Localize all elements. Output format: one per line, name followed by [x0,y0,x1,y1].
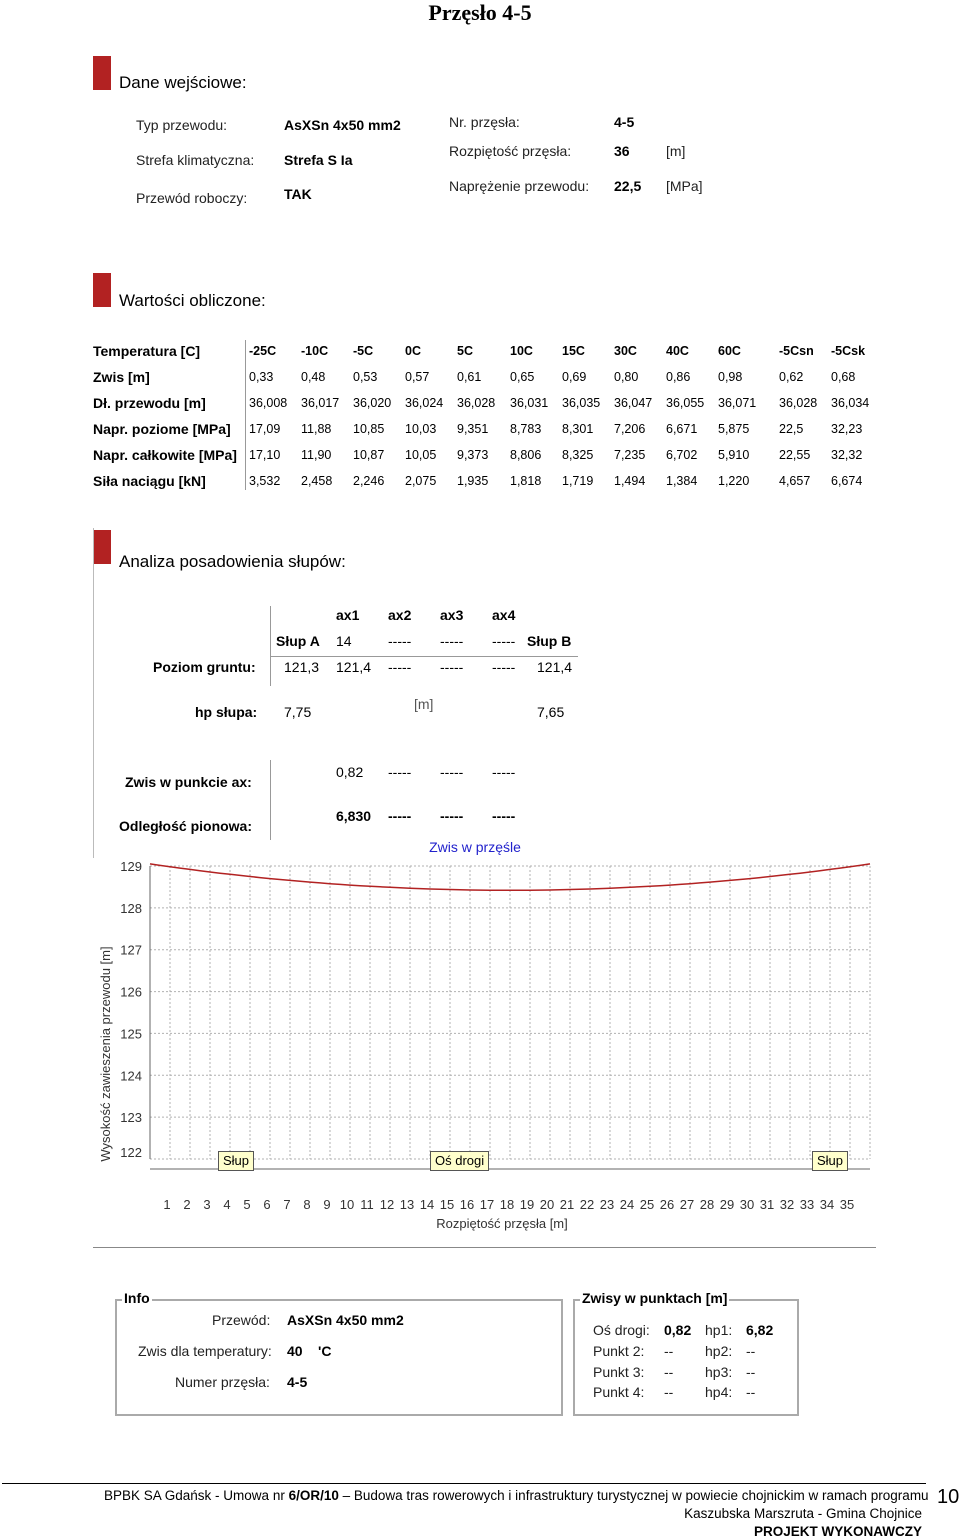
chart-y-axis-label: Wysokość zawieszenia przewodu [m] [98,946,113,1162]
page-number: 10 [937,1486,960,1508]
computed-cell: 0,69 [562,370,587,384]
unit-m-label: [m] [414,696,434,712]
sag-point-value: -- [664,1343,674,1359]
y-tick-label: 126 [120,984,142,1000]
computed-cell: 9,373 [457,448,489,462]
temperature-header: -5Csn [779,344,814,358]
chart-title: Zwis w przęśle [429,839,521,855]
x-tick-label: 28 [699,1197,715,1212]
computed-cell: 0,33 [249,370,274,384]
x-tick-label: 16 [459,1197,475,1212]
span-no-value: 4-5 [614,114,635,130]
computed-cell: 36,028 [779,396,818,410]
computed-cell: 22,5 [779,422,804,436]
x-tick-label: 29 [719,1197,735,1212]
span-length-value: 36 [614,143,630,159]
computed-cell: 36,055 [666,396,705,410]
computed-cell: 22,55 [779,448,811,462]
analysis-table-vline-1 [270,606,271,686]
sag-value: ----- [388,764,412,780]
temperature-header: -25C [249,344,277,358]
sag-label: Zwis w punkcie ax: [125,774,252,790]
computed-cell: 0,62 [779,370,804,384]
computed-cell: 2,458 [301,474,333,488]
computed-section-title: Wartości obliczone: [119,291,266,310]
x-tick-label: 25 [639,1197,655,1212]
footer-line-3: PROJEKT WYKONAWCZY [753,1524,922,1539]
hp-point-value: -- [746,1364,756,1380]
x-tick-label: 21 [559,1197,575,1212]
x-tick-label: 20 [539,1197,555,1212]
hp-label: hp słupa: [195,704,258,720]
y-tick-label: 127 [120,942,142,958]
tension-label: Naprężenie przewodu: [449,178,590,194]
computed-cell: 8,783 [510,422,542,436]
climate-zone-label: Strefa klimatyczna: [136,152,255,168]
y-tick-label: 129 [120,859,142,874]
working-conductor-label: Przewód roboczy: [136,190,248,206]
x-tick-label: 10 [339,1197,355,1212]
info-span-value: 4-5 [287,1374,308,1390]
x-tick-label: 8 [303,1197,311,1212]
x-tick-label: 33 [799,1197,815,1212]
computed-cell: 32,32 [831,448,863,462]
temperature-header: -5C [353,344,374,358]
hp-b-value: 7,65 [537,704,565,720]
column-row-cell: Słup A [276,633,320,649]
column-row-cell: ----- [388,633,412,649]
tension-value: 22,5 [614,178,642,194]
ground-level-value: 121,4 [336,659,372,675]
computed-cell: 2,075 [405,474,437,488]
info-span-label: Numer przęsła: [175,1374,270,1390]
computed-cell: 36,020 [353,396,392,410]
chart-marker-tag: Oś drogi [430,1151,489,1171]
footer-line-1a: BPBK SA Gdańsk - Umowa nr [104,1488,289,1503]
computed-cell: 8,325 [562,448,594,462]
footer-contract-no: 6/OR/10 [288,1488,339,1503]
computed-cell: 8,301 [562,422,594,436]
x-tick-label: 17 [479,1197,495,1212]
hp-point-value: -- [746,1343,756,1359]
footer-line-2: Kaszubska Marszruta - Gmina Chojnice [684,1506,922,1521]
info-temp-label: Zwis dla temperatury: [138,1343,272,1359]
computed-cell: 3,532 [249,474,281,488]
chart-marker-tag: Słup [218,1151,254,1171]
x-tick-label: 31 [759,1197,775,1212]
span-no-label: Nr. przęsła: [449,114,520,130]
x-tick-label: 27 [679,1197,695,1212]
x-tick-label: 32 [779,1197,795,1212]
x-tick-label: 19 [519,1197,535,1212]
ax-header: ax2 [388,607,412,623]
section-marker-analysis [93,530,111,564]
tension-unit: [MPa] [666,178,703,194]
input-section-title: Dane wejściowe: [119,73,247,92]
computed-cell: 36,034 [831,396,870,410]
x-tick-label: 23 [599,1197,615,1212]
x-tick-label: 18 [499,1197,515,1212]
hp-point-label: hp1: [705,1322,733,1338]
conductor-type-value: AsXSn 4x50 mm2 [284,117,401,133]
computed-cell: 36,024 [405,396,444,410]
ax-header: ax4 [492,607,516,623]
computed-cell: 1,935 [457,474,489,488]
x-tick-label: 6 [263,1197,271,1212]
temperature-header: 0C [405,344,421,358]
hp-point-value: -- [746,1384,756,1400]
sag-value: 0,82 [336,764,364,780]
ax-header: ax1 [336,607,360,623]
x-tick-label: 11 [360,1197,374,1212]
x-tick-label: 35 [839,1197,855,1212]
computed-cell: 36,047 [614,396,653,410]
x-tick-label: 24 [619,1197,635,1212]
sags-box-title: Zwisy w punktach [m] [582,1290,728,1306]
computed-cell: 10,03 [405,422,437,436]
x-tick-label: 26 [659,1197,675,1212]
computed-cell: 9,351 [457,422,489,436]
computed-row-label: Napr. całkowite [MPa] [93,447,237,463]
footer-line-1c: – Budowa tras rowerowych i infrastruktury turystycznej w powiecie chojnickim w ramach programu [338,1488,929,1503]
computed-cell: 7,206 [614,422,646,436]
computed-cell: 17,10 [249,448,281,462]
computed-cell: 0,98 [718,370,743,384]
computed-table-divider [245,340,246,490]
ground-level-value: 121,4 [537,659,573,675]
section-marker-computed [93,273,111,307]
climate-zone-value: Strefa S Ia [284,152,353,168]
temperature-header: -5Csk [831,344,866,358]
computed-cell: 5,910 [718,448,750,462]
footer-rule [2,1483,926,1484]
computed-cell: 0,80 [614,370,639,384]
sag-point-value: -- [664,1364,674,1380]
span-length-label: Rozpiętość przęsła: [449,143,572,159]
computed-cell: 5,875 [718,422,750,436]
x-tick-label: 12 [379,1197,395,1212]
conductor-type-label: Typ przewodu: [136,117,228,133]
computed-cell: 0,61 [457,370,482,384]
temperature-header: 15C [562,344,585,358]
span-length-unit: [m] [666,143,686,159]
computed-cell: 1,818 [510,474,542,488]
hp-point-label: hp2: [705,1343,733,1359]
computed-row-label: Temperatura [C] [93,343,201,359]
computed-cell: 1,494 [614,474,646,488]
hp-point-label: hp3: [705,1364,733,1380]
ground-level-label: Poziom gruntu: [153,659,256,675]
computed-cell: 0,53 [353,370,378,384]
chart-bottom-rule [93,1247,876,1248]
sag-point-value: -- [664,1384,674,1400]
y-tick-label: 128 [120,900,142,916]
computed-cell: 17,09 [249,422,281,436]
y-tick-label: 125 [120,1026,142,1042]
hp-point-value: 6,82 [746,1322,774,1338]
ax-header: ax3 [440,607,464,623]
ground-level-value: ----- [388,659,412,675]
computed-cell: 10,87 [353,448,385,462]
info-conductor-value: AsXSn 4x50 mm2 [287,1312,404,1328]
chart-grid [150,866,870,1169]
hp-point-label: hp4: [705,1384,733,1400]
computed-cell: 36,035 [562,396,601,410]
y-tick-label: 122 [120,1145,142,1160]
computed-row-label: Dł. przewodu [m] [93,395,206,411]
sag-point-label: Punkt 4: [593,1384,645,1400]
analysis-section-title: Analiza posadowienia słupów: [119,552,346,571]
analysis-table-hline [270,656,578,657]
temperature-header: 60C [718,344,741,358]
computed-cell: 4,657 [779,474,811,488]
column-row-cell: 14 [336,633,352,649]
sag-point-label: Oś drogi: [593,1322,650,1338]
x-tick-label: 4 [223,1197,231,1212]
computed-cell: 0,57 [405,370,430,384]
computed-cell: 36,031 [510,396,549,410]
computed-row-label: Zwis [m] [93,369,150,385]
working-conductor-value: TAK [284,186,312,202]
vertical-distance-value: 6,830 [336,808,372,824]
vertical-distance-value: ----- [440,808,464,824]
section-marker-input [93,56,111,90]
hp-a-value: 7,75 [284,704,312,720]
computed-cell: 1,719 [562,474,594,488]
temperature-header: 40C [666,344,689,358]
computed-cell: 36,071 [718,396,757,410]
computed-cell: 6,674 [831,474,863,488]
computed-cell: 6,702 [666,448,698,462]
sag-value: ----- [492,764,516,780]
y-tick-label: 123 [120,1110,142,1126]
computed-cell: 11,90 [301,448,332,462]
vertical-distance-value: ----- [388,808,412,824]
info-conductor-label: Przewód: [212,1312,271,1328]
computed-cell: 7,235 [614,448,646,462]
chart-x-axis-label: Rozpiętość przęsła [m] [436,1216,568,1231]
computed-cell: 36,017 [301,396,340,410]
computed-row-label: Napr. poziome [MPa] [93,421,231,437]
computed-cell: 0,86 [666,370,691,384]
computed-cell: 10,85 [353,422,385,436]
computed-cell: 0,68 [831,370,856,384]
ground-level-value: 121,3 [284,659,320,675]
x-tick-label: 1 [163,1197,171,1212]
analysis-left-border [93,528,94,858]
x-tick-label: 15 [439,1197,455,1212]
vertical-distance-value: ----- [492,808,516,824]
info-temp-value: 40 [287,1343,303,1359]
computed-cell: 0,65 [510,370,535,384]
x-tick-label: 9 [323,1197,331,1212]
sag-point-label: Punkt 2: [593,1343,645,1359]
column-row-cell: ----- [440,633,464,649]
sag-point-label: Punkt 3: [593,1364,645,1380]
x-tick-label: 3 [203,1197,211,1212]
computed-cell: 36,028 [457,396,496,410]
ground-level-value: ----- [440,659,464,675]
computed-cell: 11,88 [301,422,332,436]
computed-cell: 0,48 [301,370,326,384]
x-tick-label: 7 [283,1197,291,1212]
x-tick-label: 34 [819,1197,835,1212]
computed-row-label: Siła naciągu [kN] [93,473,206,489]
page-title: Przęsło 4-5 [428,0,532,25]
y-tick-label: 124 [120,1068,142,1084]
x-tick-label: 13 [399,1197,415,1212]
x-tick-label: 30 [739,1197,755,1212]
temperature-header: -10C [301,344,329,358]
temperature-header: 5C [457,344,473,358]
footer-line-1 [104,1488,929,1503]
x-tick-label: 22 [579,1197,595,1212]
computed-cell: 1,384 [666,474,698,488]
computed-cell: 36,008 [249,396,288,410]
computed-cell: 8,806 [510,448,542,462]
x-tick-label: 14 [419,1197,435,1212]
computed-cell: 1,220 [718,474,750,488]
ground-level-value: ----- [492,659,516,675]
info-box-title: Info [124,1290,150,1306]
temperature-header: 30C [614,344,637,358]
sag-value: ----- [440,764,464,780]
computed-cell: 2,246 [353,474,385,488]
column-row-cell: ----- [492,633,516,649]
sag-point-value: 0,82 [664,1322,692,1338]
info-temp-unit: 'C [318,1343,332,1359]
temperature-header: 10C [510,344,533,358]
sag-chart [90,836,880,1236]
analysis-table-vline-2 [270,760,271,840]
column-row-cell: Słup B [527,633,572,649]
x-tick-label: 5 [243,1197,251,1212]
computed-cell: 6,671 [666,422,698,436]
vertical-distance-label: Odległość pionowa: [119,818,253,834]
computed-cell: 32,23 [831,422,863,436]
chart-marker-tag: Słup [812,1151,848,1171]
computed-cell: 10,05 [405,448,437,462]
x-tick-label: 2 [183,1197,191,1212]
